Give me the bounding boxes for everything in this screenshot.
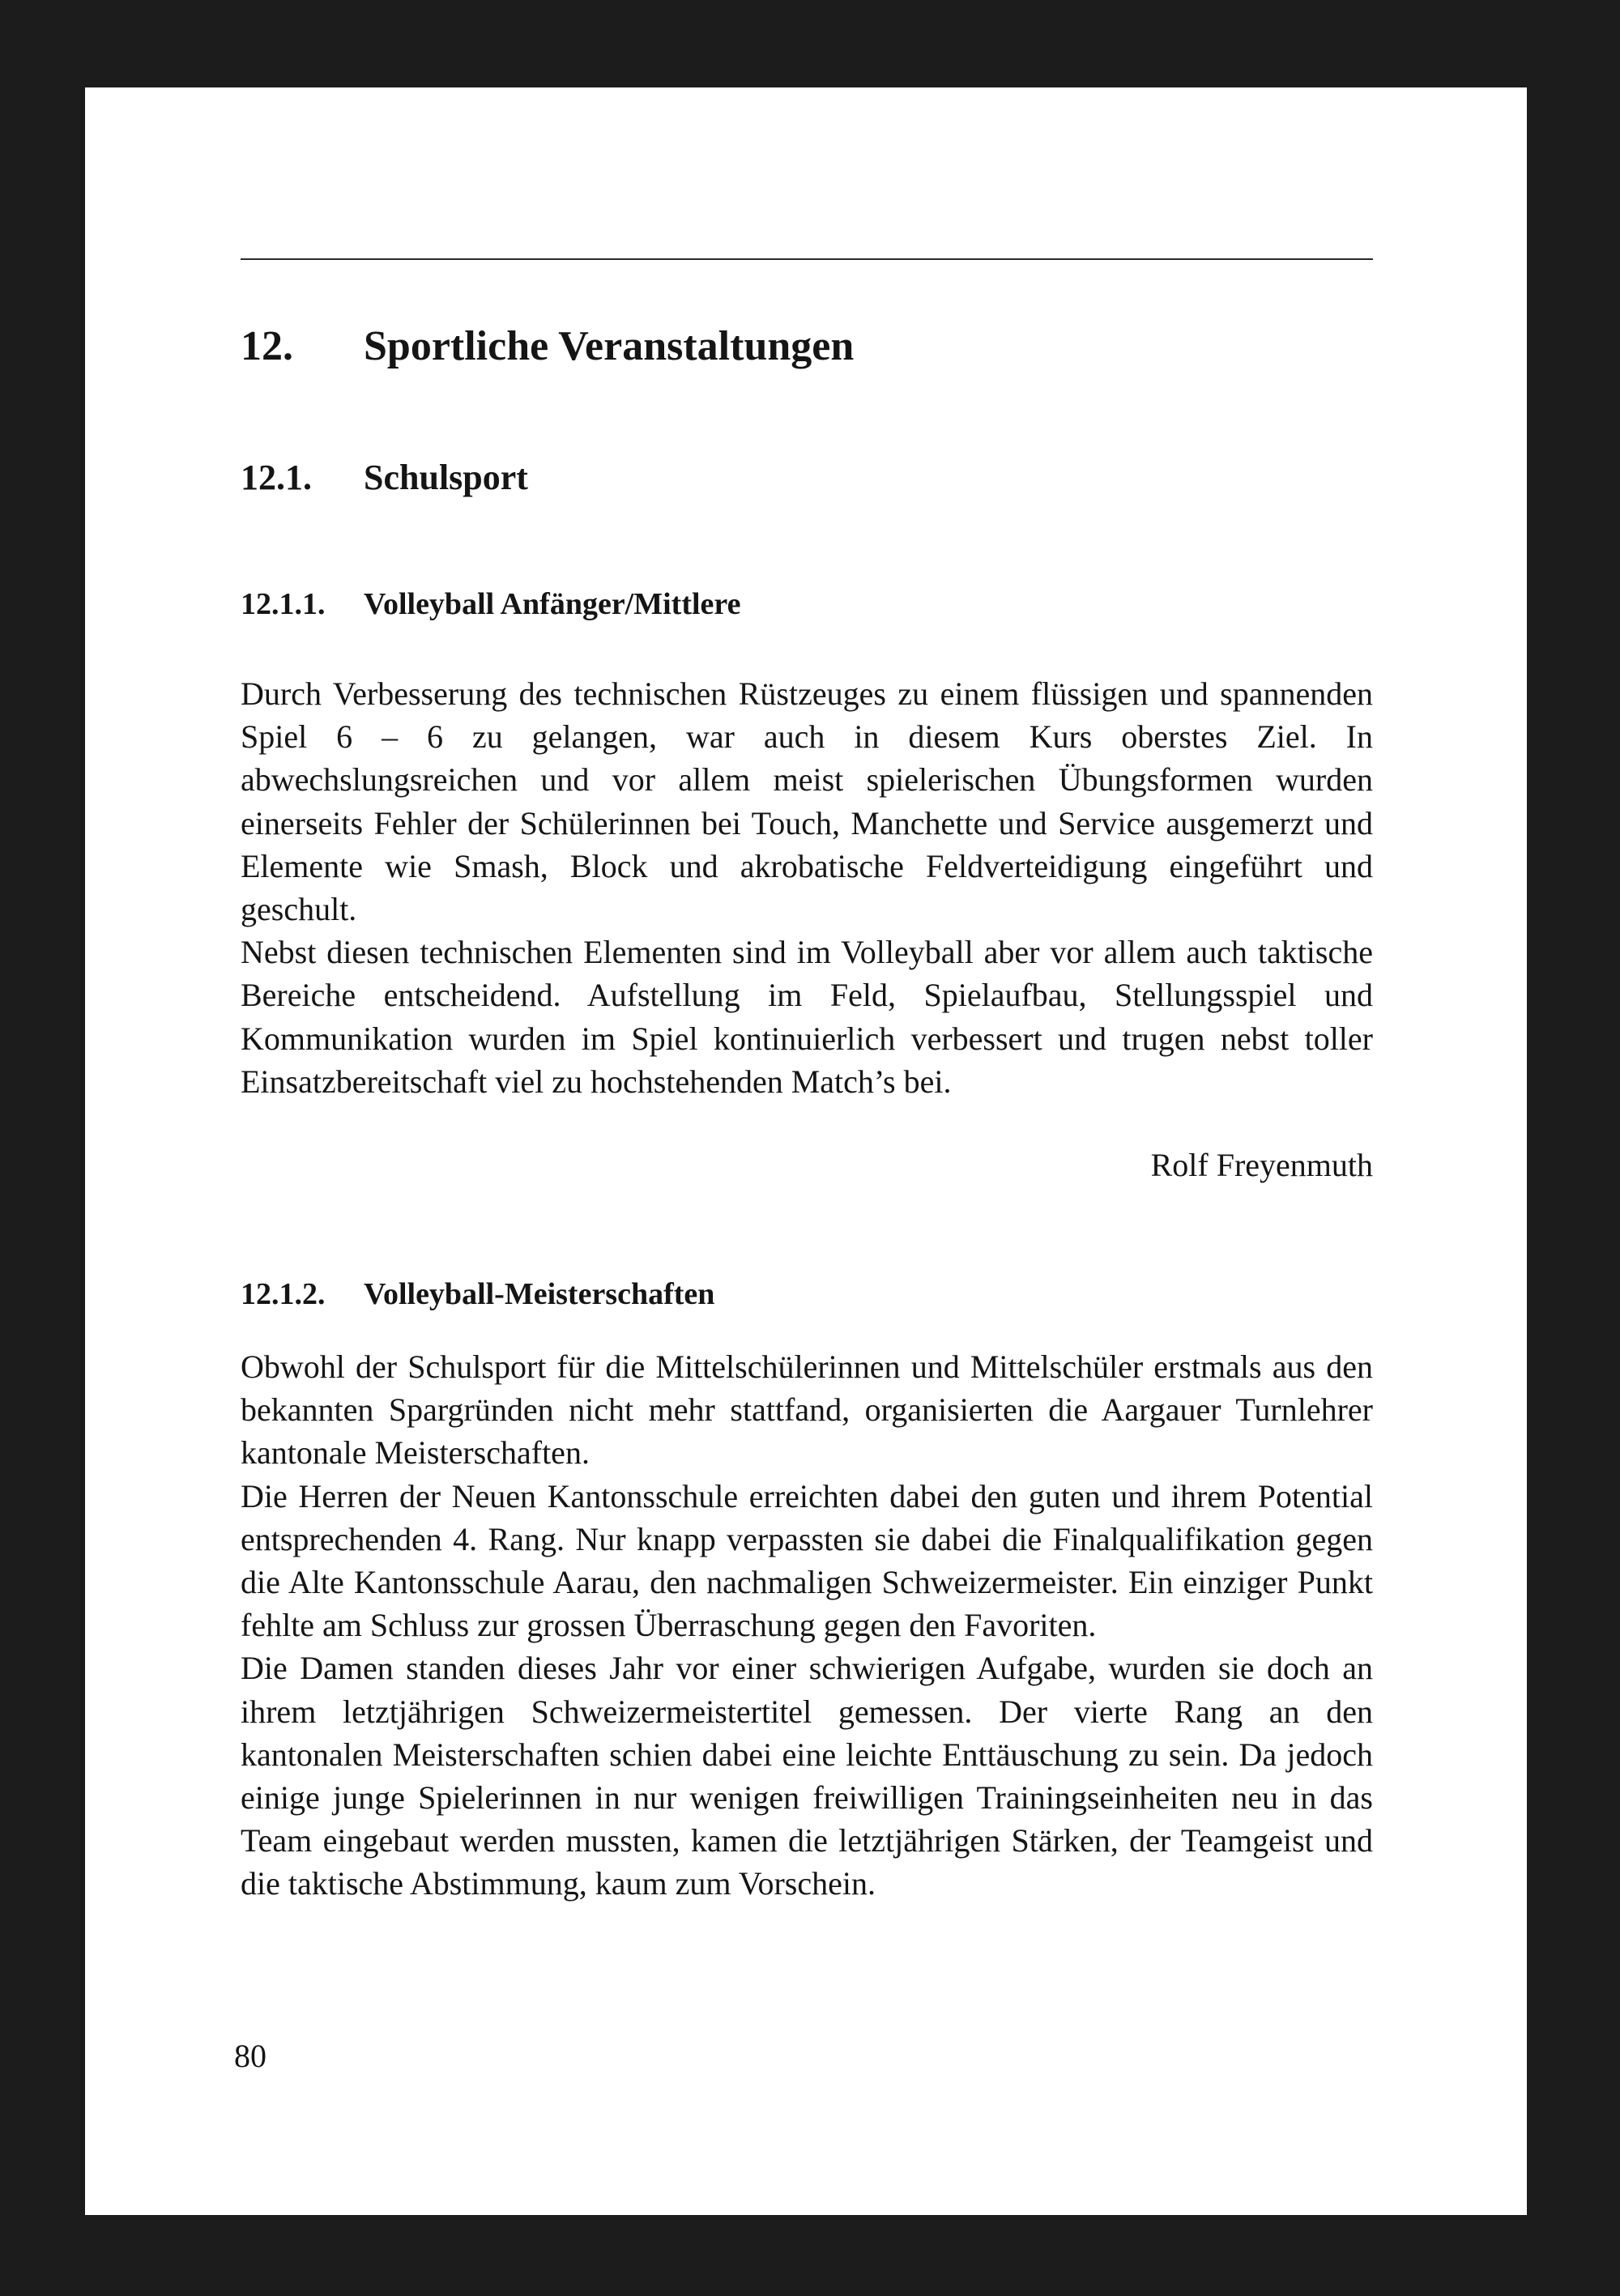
chapter-number: 12.: [241, 323, 293, 369]
paragraph: Die Damen standen dieses Jahr vor einer schwierigen Aufgabe, wurden sie doch an ihrem letztjährigen Schweizermeistertitel gemessen. Der vierte Rang an den kantonalen Meisterschaften schien dabei eine leichte Enttäuschung zu sein. Da jedoch einige junge Spielerinnen in nur wenigen freiwilligen Trainingseinheiten neu in das Team eingebaut werden mussten, kamen die letztjährigen Stärken, der Teamgeist und die taktische Abstimmung, kaum zum Vorschein.: [241, 1650, 1373, 1902]
header-rule: [241, 258, 1373, 260]
page-number: 80: [234, 2038, 266, 2074]
chapter-title: Sportliche Veranstaltungen: [364, 323, 855, 369]
subsection-heading-volleyball-meisterschaften: [241, 1276, 714, 1312]
subsection-title: Volleyball Anfänger/Mittlere: [364, 587, 741, 621]
section-number: 12.1.: [241, 458, 312, 497]
paragraph: Durch Verbesserung des technischen Rüstzeuges zu einem flüssigen und spannenden Spiel 6 – 6 zu gelangen, war auch in diesem Kurs oberstes Ziel. In abwechslungsreichen und vor allem meist spielerischen Übungsformen wurden einerseits Fehler der Schülerinnen bei Touch, Manchette und Service ausgemerzt und Elemente wie Smash, Block und akrobatische Feldverteidigung eingeführt und geschult.: [241, 675, 1373, 928]
paragraph: Obwohl der Schulsport für die Mittelschülerinnen und Mittelschüler erstmals aus den bekannten Spargründen nicht mehr stattfand, organisierten die Aargauer Turnlehrer kantonale Meisterschaften.: [241, 1348, 1373, 1472]
subsection-heading-volleyball-anfaenger: [241, 586, 740, 622]
subsection-number: 12.1.2.: [241, 1277, 326, 1311]
section-title: Schulsport: [364, 458, 528, 497]
author-signature: Rolf Freyenmuth: [1150, 1147, 1373, 1183]
subsection-title: Volleyball-Meisterschaften: [364, 1277, 715, 1311]
body-text-volleyball-anfaenger: [241, 672, 1373, 1103]
section-heading: [241, 457, 528, 498]
chapter-heading: [241, 322, 854, 370]
body-text-volleyball-meisterschaften: [241, 1345, 1373, 1906]
subsection-number: 12.1.1.: [241, 587, 326, 621]
paragraph: Nebst diesen technischen Elementen sind im Volleyball aber vor allem auch taktische Bereiche entscheidend. Aufstellung im Feld, Spielaufbau, Stellungsspiel und Kommunikation wurden im Spiel kontinuierlich verbessert und trugen nebst toller Einsatzbereitschaft viel zu hochstehenden Match’s bei.: [241, 934, 1373, 1100]
document-page: [85, 87, 1527, 2215]
paragraph: Die Herren der Neuen Kantonsschule erreichten dabei den guten und ihrem Potential entsprechenden 4. Rang. Nur knapp verpassten sie dabei die Finalqualifikation gegen die Alte Kantonsschule Aarau, den nachmaligen Schweizermeister. Ein einziger Punkt fehlte am Schluss zur grossen Überraschung gegen den Favoriten.: [241, 1477, 1373, 1644]
